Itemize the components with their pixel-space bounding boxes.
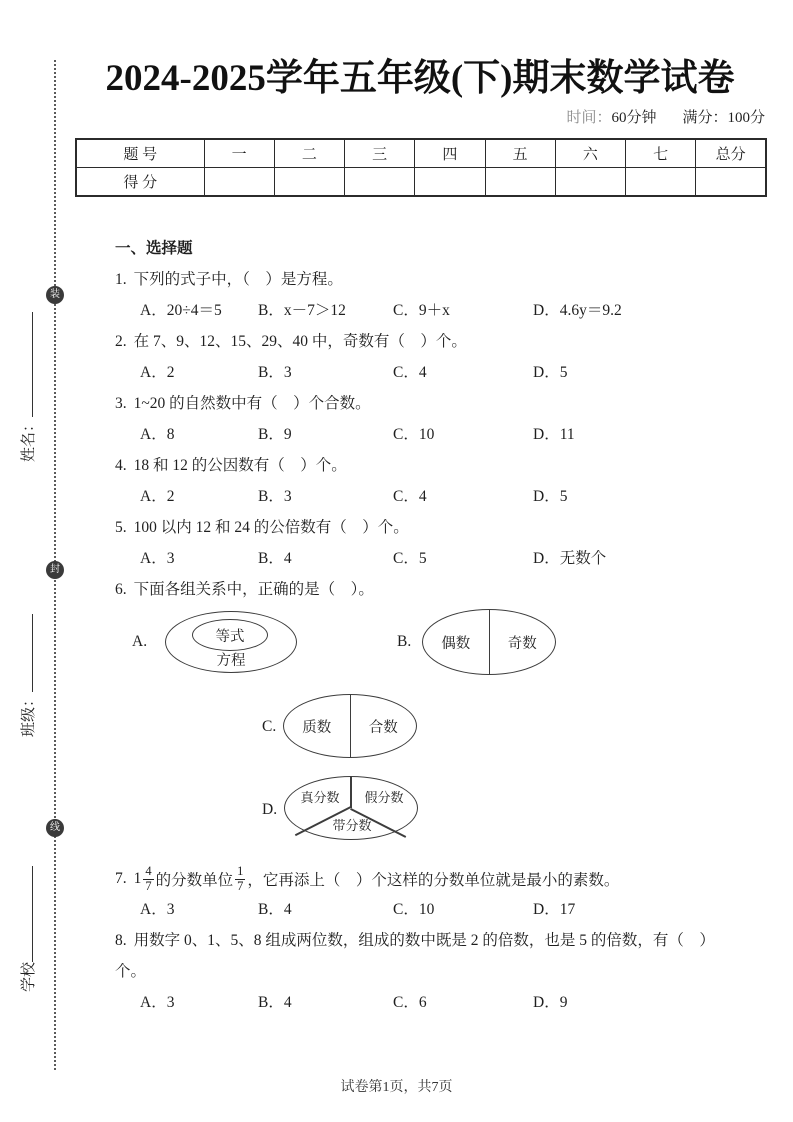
header-cell: 题 号 xyxy=(76,139,204,168)
options-row-1 xyxy=(115,301,759,321)
option-d: D．11 xyxy=(533,426,575,443)
question-line-6 xyxy=(115,580,759,600)
fraction-numerator: 1 xyxy=(237,863,244,878)
question-line-4 xyxy=(115,456,759,476)
exam-meta xyxy=(75,106,765,126)
option-a: A．3 xyxy=(140,994,175,1011)
option-c: C．10 xyxy=(393,901,435,918)
header-cell: 六 xyxy=(555,139,625,168)
question-line-8-wrap xyxy=(115,962,759,982)
options-row-5 xyxy=(115,549,759,569)
diagram-b-left-label: 偶数 xyxy=(423,610,490,674)
question-text: 的分数单位 xyxy=(155,872,234,889)
page-footer: 试卷第1页，共7页 xyxy=(340,1080,453,1095)
question-line-5 xyxy=(115,518,759,538)
score-table-score-row xyxy=(76,168,766,197)
fraction-4-7 xyxy=(143,865,153,894)
class-blank xyxy=(19,614,33,692)
option-a: A．3 xyxy=(140,901,175,918)
score-table-header-row xyxy=(76,139,766,168)
options-row-7 xyxy=(115,900,759,920)
score-cell xyxy=(204,168,274,197)
diagram-a-outer-label: 方程 xyxy=(216,653,246,669)
question-text-continued: 个。 xyxy=(115,963,147,980)
fraction-denominator: 7 xyxy=(145,878,152,893)
score-cell xyxy=(626,168,696,197)
option-c: C．4 xyxy=(393,488,427,505)
question-line-1 xyxy=(115,270,759,290)
option-d: D．5 xyxy=(533,488,568,505)
score-cell xyxy=(274,168,344,197)
question-text: 18 和 12 的公因数有（ ）个。 xyxy=(133,457,347,474)
option-d: D．9 xyxy=(533,994,568,1011)
diagram-c-letter: C. xyxy=(262,718,277,735)
score-cell xyxy=(345,168,415,197)
score-cell xyxy=(485,168,555,197)
option-c: C．9＋x xyxy=(393,302,450,319)
score-table xyxy=(75,138,767,197)
time-label: 时间： xyxy=(566,110,612,126)
question-number: 8. xyxy=(115,932,127,949)
diagram-c-ellipse xyxy=(283,694,417,758)
diagram-d-divider-vertical xyxy=(350,777,352,808)
option-b: B．3 xyxy=(258,364,292,381)
diagram-d-ellipse xyxy=(284,776,418,840)
option-a: A．3 xyxy=(140,550,175,567)
option-d: D．17 xyxy=(533,901,576,918)
question-number: 7. xyxy=(115,870,127,887)
header-cell: 七 xyxy=(626,139,696,168)
option-c: C．10 xyxy=(393,426,435,443)
student-name-label: 姓名： xyxy=(21,416,37,462)
page-title: 2024-2025学年五年级(下)期末数学试卷 xyxy=(105,58,735,99)
full-score-value: 100分 xyxy=(727,110,765,126)
diagram-d-topright-label: 假分数 xyxy=(364,790,404,805)
school-field xyxy=(17,812,39,992)
section-title: 一、选择题 xyxy=(115,240,193,257)
option-d: D．4.6y＝9.2 xyxy=(533,302,622,319)
question-number: 3. xyxy=(115,395,127,412)
option-c: C．4 xyxy=(393,364,427,381)
option-b: B．9 xyxy=(258,426,292,443)
school-label: 学校 xyxy=(21,961,37,992)
score-cell xyxy=(415,168,485,197)
header-cell: 一 xyxy=(204,139,274,168)
option-b: B．4 xyxy=(258,901,292,918)
diagram-b-right-label: 奇数 xyxy=(507,635,537,652)
header-cell: 四 xyxy=(415,139,485,168)
option-a: A．2 xyxy=(140,488,175,505)
diagram-a-ellipse xyxy=(165,611,297,673)
question-text: 100 以内 12 和 24 的公倍数有（ ）个。 xyxy=(133,519,409,536)
student-name-blank xyxy=(19,312,33,417)
option-b: B．x－7＞12 xyxy=(258,302,346,319)
diagram-a-letter: A. xyxy=(132,633,148,650)
option-a: A．8 xyxy=(140,426,175,443)
question-number: 6. xyxy=(115,581,127,598)
score-cell xyxy=(555,168,625,197)
header-cell: 五 xyxy=(485,139,555,168)
header-cell: 总分 xyxy=(696,139,766,168)
class-field xyxy=(17,587,39,737)
question-number: 1. xyxy=(115,271,127,288)
question-number: 2. xyxy=(115,333,127,350)
question-text: 下列的式子中，（ ）是方程。 xyxy=(133,271,343,288)
option-d: D．无数个 xyxy=(533,550,607,567)
main-content xyxy=(75,0,765,1024)
diagram-c-right-label: 合数 xyxy=(368,719,398,736)
question-text: 下面各组关系中，正确的是（ ）。 xyxy=(133,581,374,598)
fraction-numerator: 4 xyxy=(145,863,152,878)
question-line-7 xyxy=(115,858,759,900)
score-row-label: 得 分 xyxy=(76,168,204,197)
option-b: B．4 xyxy=(258,550,292,567)
option-a: A．2 xyxy=(140,364,175,381)
options-row-2 xyxy=(115,363,759,383)
header-cell: 三 xyxy=(345,139,415,168)
question-number: 5. xyxy=(115,519,127,536)
question-line-8 xyxy=(115,931,759,951)
q6-diagram-area xyxy=(115,600,759,850)
options-row-3 xyxy=(115,425,759,445)
question-text: 在 7、9、12、15、29、40 中，奇数有（ ）个。 xyxy=(133,333,467,350)
option-c: C．5 xyxy=(393,550,427,567)
option-c: C．6 xyxy=(393,994,427,1011)
question-text: 用数字 0、1、5、8 组成两位数，组成的数中既是 2 的倍数，也是 5 的倍数，有（ ） xyxy=(133,932,715,949)
options-row-8 xyxy=(115,993,759,1013)
diagram-b-letter: B. xyxy=(397,633,412,650)
question-text: ，它再添上（ ）个这样的分数单位就是最小的素数。 xyxy=(247,872,620,889)
student-name-field xyxy=(17,267,39,462)
fraction-denominator: 7 xyxy=(237,878,244,893)
score-cell xyxy=(696,168,766,197)
diagram-d-topleft-label: 真分数 xyxy=(300,790,340,805)
diagram-d-letter: D. xyxy=(262,801,278,818)
mixed-number-whole: 1 xyxy=(133,870,142,887)
option-a: A．20÷4＝5 xyxy=(140,302,222,319)
question-line-3 xyxy=(115,394,759,414)
options-row-4 xyxy=(115,487,759,507)
full-score-label: 满分： xyxy=(682,110,728,126)
fraction-1-7 xyxy=(235,865,245,894)
diagram-a-inner-ellipse xyxy=(192,619,268,651)
diagram-b-ellipse xyxy=(422,609,556,675)
header-cell: 二 xyxy=(274,139,344,168)
seal-zhuang-icon: 装 xyxy=(46,286,64,304)
option-d: D．5 xyxy=(533,364,568,381)
questions-area xyxy=(75,239,765,1013)
question-number: 4. xyxy=(115,457,127,474)
question-text: 1~20 的自然数中有（ ）个合数。 xyxy=(133,395,371,412)
diagram-c-left-label: 质数 xyxy=(284,695,351,757)
diagram-d-bottom-label: 带分数 xyxy=(332,818,372,833)
option-b: B．4 xyxy=(258,994,292,1011)
time-value: 60分钟 xyxy=(611,110,657,126)
option-b: B．3 xyxy=(258,488,292,505)
seal-feng-icon: 封 xyxy=(46,561,64,579)
diagram-a-inner-label: 等式 xyxy=(215,628,245,645)
school-blank xyxy=(19,866,33,962)
class-label: 班级： xyxy=(21,691,37,737)
seal-xian-icon: 线 xyxy=(46,819,64,837)
question-line-2 xyxy=(115,332,759,352)
